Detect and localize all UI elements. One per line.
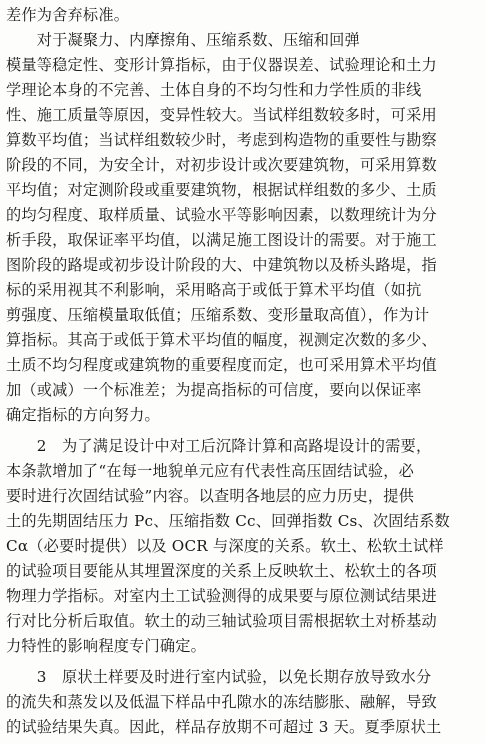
text-line: 行对比分析后取值。软土的动三轴试验项目需根据软土对桥基动	[6, 612, 437, 630]
text-line: 标的采用视其不利影响，采用略高于或低于算术平均值（如抗	[6, 281, 422, 299]
text-line: Cα（必要时提供）以及 OCR 与深度的关系。软土、松软土试样	[6, 537, 444, 555]
text-line: 平均值；对定测阶段或重要建筑物，根据试样组数的多少、土质	[6, 181, 437, 199]
text-line: 剪强度、压缩模量取低值；压缩系数、变形量取高值），作为计	[6, 306, 430, 324]
text-line: 的试验项目要能从其埋置深度的关系上反映软土、松软土的各项	[6, 562, 437, 580]
text-line: 土的先期固结压力 Pc、压缩指数 Cc、回弹指数 Cs、次固结系数	[6, 512, 450, 530]
text-line: 3 原状土样要及时进行室内试验，以免长期存放导致水分	[6, 668, 432, 686]
text-line: 析手段，取保证率平均值，以满足施工图设计的需要。对于施工	[6, 231, 437, 249]
text-line: 本条款增加了“在每一地貌单元应有代表性高压固结试验，必	[6, 462, 415, 480]
text-line: 确定指标的方向努力。	[6, 406, 160, 424]
text-line: 算数平均值；当试样组数较少时，考虑到构造物的重要性与勘察	[6, 131, 437, 149]
text-line: 对于凝聚力、内摩擦角、压缩系数、压缩和回弹	[6, 31, 360, 49]
text-line: 算指标。其高于或低于算术平均值的幅度，视测定次数的多少、	[6, 331, 437, 349]
text-line: 阶段的不同，为安全计，对初步设计或次要建筑物，可采用算数	[6, 156, 437, 174]
text-line: 要时进行次固结试验”内容。以查明各地层的应力历史，提供	[6, 487, 415, 505]
text-line: 土质不均匀程度或建筑物的重要程度而定，也可采用算术平均值	[6, 356, 437, 374]
text-line: 的均匀程度、取样质量、试验水平等影响因素，以数理统计为分	[6, 206, 437, 224]
text-line: 差作为舍弃标准。	[6, 6, 130, 24]
text-line: 物理力学指标。对室内土工试验测得的成果要与原位测试结果进	[6, 587, 437, 605]
text-line: 模量等稳定性、变形计算指标，由于仪器误差、试验理论和土力	[6, 56, 437, 74]
text-line: 图阶段的路堤或初步设计阶段的大、中建筑物以及桥头路堤，指	[6, 256, 437, 274]
text-line: 学理论本身的不完善、土体自身的不均匀性和力学性质的非线	[6, 81, 422, 99]
text-line: 性、施工质量等原因，变异性较大。当试样组数较多时，可采用	[6, 106, 437, 124]
text-line: 的流失和蒸发以及低温下样品中孔隙水的冻结膨胀、融解，导致	[6, 693, 437, 711]
text-line: 的试验结果失真。因此，样品存放期不可超过 3 天。夏季原状土	[6, 718, 442, 736]
text-line: 加（或减）一个标准差；为提高指标的可信度，要向以保证率	[6, 381, 422, 399]
text-line: 力特性的影响程度专门确定。	[6, 637, 207, 655]
text-line: 2 为了满足设计中对工后沉降计算和高路堤设计的需要，	[6, 437, 432, 455]
